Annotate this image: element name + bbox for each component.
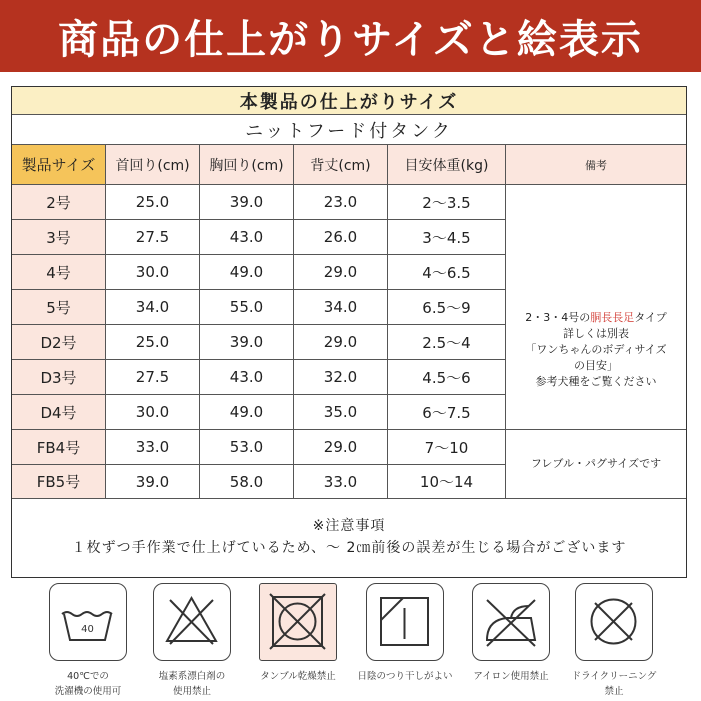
neck-cell: 27.5 <box>106 360 200 395</box>
remarks-fb: フレブル・パグサイズです <box>506 430 686 499</box>
neck-cell: 27.5 <box>106 220 200 255</box>
header-length: 背丈(cm) <box>294 145 388 185</box>
length-cell: 32.0 <box>294 360 388 395</box>
chest-cell: 58.0 <box>200 465 294 499</box>
length-cell: 29.0 <box>294 430 388 465</box>
header-chest: 胸回り(cm) <box>200 145 294 185</box>
no-tumble-dry-icon <box>259 583 337 661</box>
length-cell: 33.0 <box>294 465 388 499</box>
product-name: ニットフード付タンク <box>12 115 686 145</box>
length-cell: 35.0 <box>294 395 388 430</box>
weight-cell: 4〜6.5 <box>388 255 506 290</box>
care-label: 40℃での 洗濯機の使用可 <box>54 671 122 697</box>
chest-cell: 39.0 <box>200 185 294 220</box>
length-cell: 29.0 <box>294 325 388 360</box>
header-row <box>12 145 686 185</box>
no-iron-icon <box>472 583 550 661</box>
care-label: アイロン使用禁止 <box>473 671 549 682</box>
length-cell: 26.0 <box>294 220 388 255</box>
size-cell: D4号 <box>12 395 106 430</box>
caution-box <box>12 499 686 577</box>
header-weight: 目安体重(kg) <box>388 145 506 185</box>
chest-cell: 43.0 <box>200 220 294 255</box>
size-cell: D2号 <box>12 325 106 360</box>
weight-cell: 10〜14 <box>388 465 506 499</box>
table-title-row <box>12 87 686 115</box>
washtub-40-icon <box>49 583 127 661</box>
caution-title: ※注意事項 <box>312 518 386 534</box>
line-dry-shade-icon <box>366 583 444 661</box>
weight-cell: 7〜10 <box>388 430 506 465</box>
remarks-d-types: 2・3・4号の胴長長足タイプ 詳しくは別表 「ワンちゃんのボディサイズ の目安」 参考犬種をご覧ください <box>506 185 686 430</box>
neck-cell: 34.0 <box>106 290 200 325</box>
care-label: ドライクリーニング 禁止 <box>571 671 657 697</box>
neck-cell: 33.0 <box>106 430 200 465</box>
size-cell: 4号 <box>12 255 106 290</box>
product-name-row <box>12 115 686 145</box>
length-cell: 29.0 <box>294 255 388 290</box>
size-table <box>11 86 687 578</box>
size-cell: FB4号 <box>12 430 106 465</box>
care-label: 塩素系漂白剤の 使用禁止 <box>158 671 226 697</box>
remarks-highlight: 胴長長足 <box>590 310 635 324</box>
length-cell: 34.0 <box>294 290 388 325</box>
size-cell: D3号 <box>12 360 106 395</box>
chest-cell: 53.0 <box>200 430 294 465</box>
neck-cell: 25.0 <box>106 185 200 220</box>
caution-text: １枚ずつ手作業で仕上げているため、～ 2㎝前後の誤差が生じる場合がございます <box>71 540 627 556</box>
header-size: 製品サイズ <box>12 145 106 185</box>
header-neck: 首回り(cm) <box>106 145 200 185</box>
no-bleach-icon <box>153 583 231 661</box>
svg-text:40: 40 <box>81 624 94 635</box>
title-banner <box>0 0 701 72</box>
chest-cell: 39.0 <box>200 325 294 360</box>
weight-cell: 3〜4.5 <box>388 220 506 255</box>
care-label: タンブル乾燥禁止 <box>260 671 336 682</box>
header-remarks: 備考 <box>506 145 686 185</box>
chest-cell: 49.0 <box>200 395 294 430</box>
care-label: 日陰のつり干しがよい <box>357 671 453 682</box>
page-title: 商品の仕上がりサイズと絵表示 <box>58 16 643 63</box>
neck-cell: 30.0 <box>106 395 200 430</box>
neck-cell: 39.0 <box>106 465 200 499</box>
chest-cell: 49.0 <box>200 255 294 290</box>
size-cell: 5号 <box>12 290 106 325</box>
size-cell: 3号 <box>12 220 106 255</box>
weight-cell: 6〜7.5 <box>388 395 506 430</box>
chest-cell: 43.0 <box>200 360 294 395</box>
weight-cell: 2.5〜4 <box>388 325 506 360</box>
neck-cell: 25.0 <box>106 325 200 360</box>
size-cell: FB5号 <box>12 465 106 499</box>
table-title: 本製品の仕上がりサイズ <box>12 87 686 115</box>
neck-cell: 30.0 <box>106 255 200 290</box>
size-cell: 2号 <box>12 185 106 220</box>
weight-cell: 4.5〜6 <box>388 360 506 395</box>
no-dry-clean-icon <box>575 583 653 661</box>
length-cell: 23.0 <box>294 185 388 220</box>
weight-cell: 2〜3.5 <box>388 185 506 220</box>
weight-cell: 6.5〜9 <box>388 290 506 325</box>
chest-cell: 55.0 <box>200 290 294 325</box>
